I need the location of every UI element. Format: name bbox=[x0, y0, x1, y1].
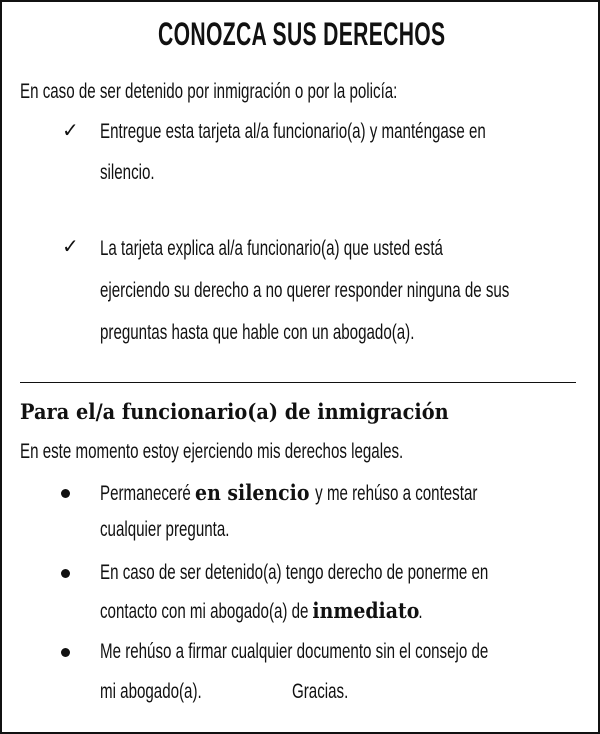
check-item-1-line-2: silencio. bbox=[100, 161, 155, 184]
check-item-2-line-1: La tarjeta explica al/a funcionario(a) que usted está bbox=[100, 237, 443, 260]
card-title: CONOZCA SUS DERECHOS bbox=[158, 16, 446, 52]
bullet-2-post: . bbox=[418, 600, 423, 623]
check-item-2-line-2: ejerciendo su derecho a no querer responder ninguna de sus bbox=[100, 279, 510, 302]
officer-statement: En este momento estoy ejerciendo mis derechos legales. bbox=[20, 440, 404, 463]
intro-text: En caso de ser detenido por inmigración o por la policía: bbox=[20, 80, 398, 103]
officer-section-heading: Para el/a funcionario(a) de inmigración bbox=[20, 399, 449, 424]
section-divider bbox=[20, 382, 576, 383]
check-item-1-line-1: Entregue esta tarjeta al/a funcionario(a) y manténgase en bbox=[100, 120, 486, 143]
check-mark-icon: ✓ bbox=[62, 234, 79, 258]
bullet-2-emphasis: inmediato bbox=[312, 598, 420, 623]
thanks-text: Gracias. bbox=[292, 680, 349, 703]
bullet-3-line-1: Me rehúso a firmar cualquier documento sin el consejo de bbox=[100, 640, 489, 663]
check-item-2-line-3: preguntas hasta que hable con un abogado(a). bbox=[100, 321, 415, 344]
bullet-icon bbox=[61, 489, 70, 498]
bullet-3-line-2: mi abogado(a). bbox=[100, 680, 202, 703]
bullet-1-emphasis: en silencio bbox=[194, 480, 310, 505]
bullet-1-pre: Permaneceré bbox=[100, 482, 195, 505]
bullet-icon bbox=[61, 648, 70, 657]
bullet-2-line-2 bbox=[100, 598, 423, 625]
card-title-container bbox=[2, 16, 600, 53]
bullet-2-line-1: En caso de ser detenido(a) tengo derecho de ponerme en bbox=[100, 561, 489, 584]
bullet-icon bbox=[61, 569, 70, 578]
bullet-1-post: y me rehúso a contestar bbox=[310, 482, 478, 505]
bullet-2-pre: contacto con mi abogado(a) de bbox=[100, 600, 313, 623]
bullet-1-line-1 bbox=[100, 480, 477, 507]
bullet-1-line-2: cualquier pregunta. bbox=[100, 518, 230, 541]
check-mark-icon: ✓ bbox=[62, 118, 79, 142]
